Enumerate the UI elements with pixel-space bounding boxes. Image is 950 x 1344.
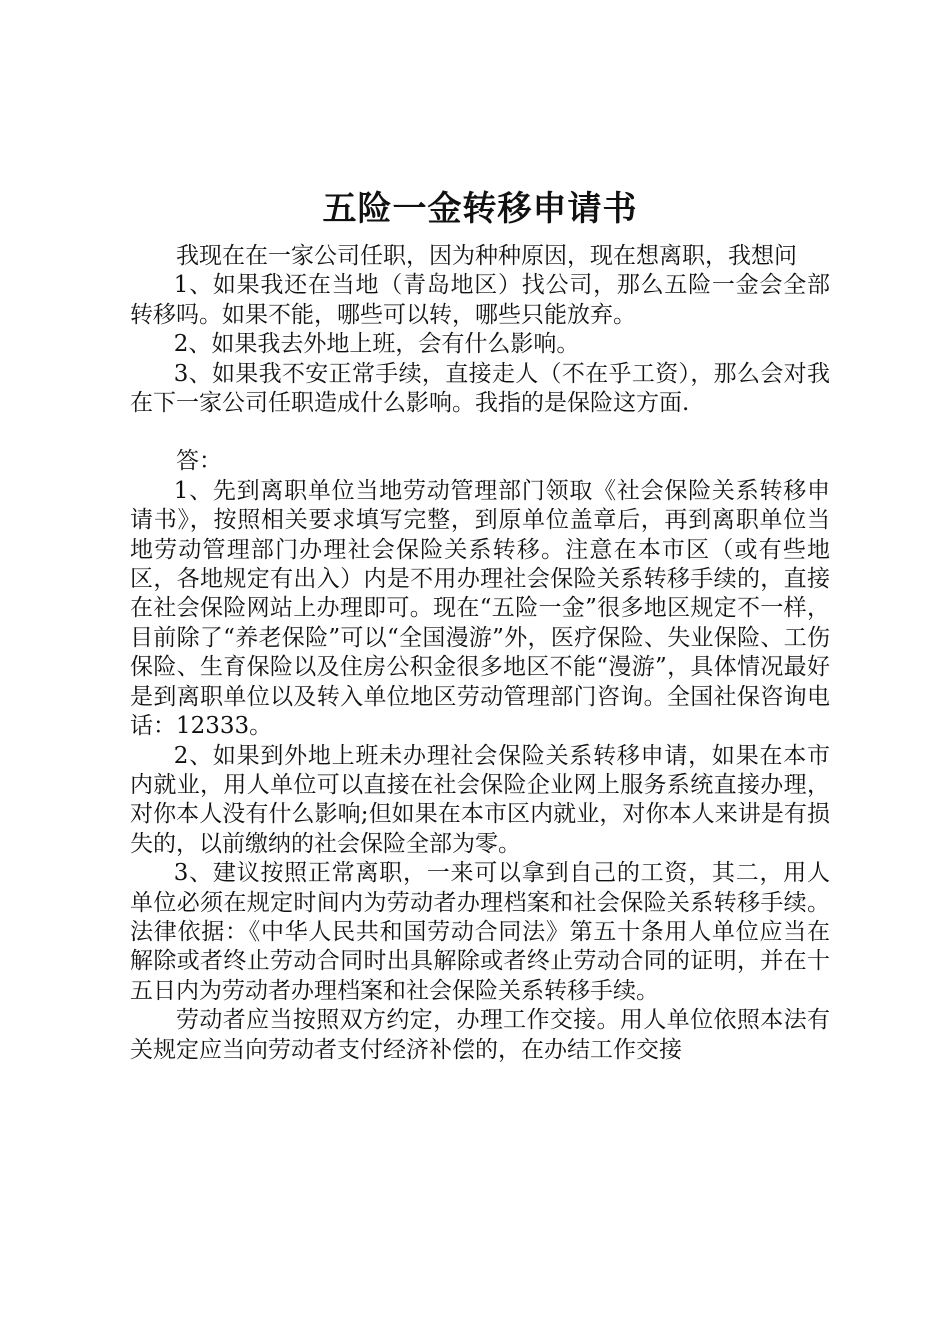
question-item-3: 3、如果我不安正常手续，直接走人（不在乎工资），那么会对我在下一家公司任职造成什么影响。我指的是保险这方面. bbox=[130, 360, 830, 417]
answer-item-2: 2、如果到外地上班未办理社会保险关系转移申请，如果在本市内就业，用人单位可以直接在社会保险企业网上服务系统直接办理，对你本人没有什么影响;但如果在本市区内就业，对你本人来讲是有损失的，以前缴纳的社会保险全部为零。 bbox=[130, 742, 830, 857]
question-item-2: 2、如果我去外地上班，会有什么影响。 bbox=[173, 331, 580, 358]
answer-continuation: 劳动者应当按照双方约定，办理工作交接。用人单位依照本法有关规定应当向劳动者支付经济补偿的，在办结工作交接 bbox=[130, 1007, 830, 1063]
answer-item-1: 1、先到离职单位当地劳动管理部门领取《社会保险关系转移申请书》，按照相关要求填写完整，到原单位盖章后，再到离职单位当地劳动管理部门办理社会保险关系转移。注意在本市区（或有些地区，各地规定有出入）内是不用办理社会保险关系转移手续的，直接在社会保险网站上办理即可。现在“五险一金”很多地区规定不一样，目前除了“养老保险”可以“全国漫游”外，医疗保险、失业保险、工伤保险、生育保险以及住房公积金很多地区不能“漫游”，具体情况最好是到离职单位以及转入单位地区劳动管理部门咨询。全国社保咨询电话：12333。 bbox=[130, 477, 830, 740]
document-body bbox=[130, 182, 830, 1065]
document-title: 五险一金转移申请书 bbox=[322, 189, 638, 229]
question-item-1: 1、如果我还在当地（青岛地区）找公司，那么五险一金会全部转移吗。如果不能，哪些可以转，哪些只能放弃。 bbox=[130, 272, 830, 328]
answer-label: 答： bbox=[176, 448, 222, 475]
question-intro: 我现在在一家公司任职，因为种种原因，现在想离职，我想问 bbox=[176, 243, 797, 269]
answer-item-3: 3、建议按照正常离职，一来可以拿到自己的工资，其二，用人单位必须在规定时间内为劳动者办理档案和社会保险关系转移手续。法律依据：《中华人民共和国劳动合同法》第五十条用人单位应当在解除或者终止劳动合同时出具解除或者终止劳动合同的证明，并在十五日内为劳动者办理档案和社会保险关系转移手续。 bbox=[130, 860, 830, 1004]
